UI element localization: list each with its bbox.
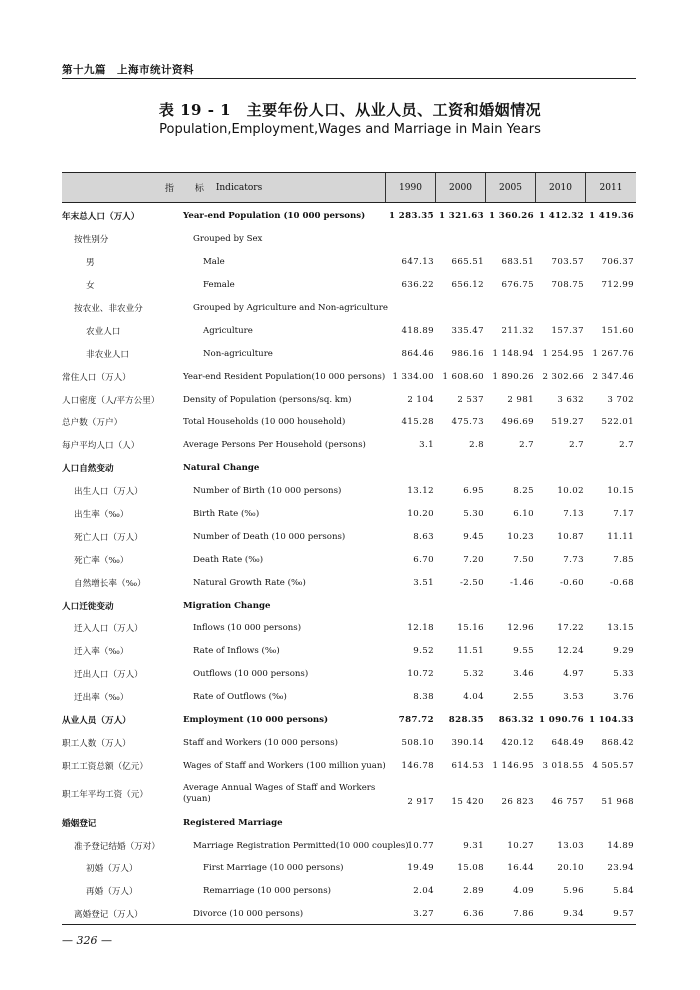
value-1990: 508.10 <box>401 737 434 748</box>
indicator-cn: 农业人口 <box>86 326 121 337</box>
value-2011: 522.01 <box>601 417 634 428</box>
value-2010: 4.97 <box>563 669 584 680</box>
indicator-en: Staff and Workers (10 000 persons) <box>183 737 338 748</box>
value-1990: 418.89 <box>401 325 434 336</box>
value-2011: 11.11 <box>607 531 634 542</box>
table-row <box>62 594 636 617</box>
value-2005: 863.32 <box>498 715 534 726</box>
table-row <box>62 525 636 548</box>
value-2010: 1 254.95 <box>542 348 584 359</box>
value-1990 <box>379 228 434 251</box>
value-1990: 19.49 <box>407 863 434 874</box>
value-2000: 2 537 <box>457 394 484 405</box>
indicator-cn: 出生人口（万人） <box>74 487 143 498</box>
value-2000: 7.20 <box>463 554 484 565</box>
indicator-en: Year-end Resident Population(10 000 persons) <box>183 371 386 382</box>
indicator-cn: 每户平均人口（人） <box>62 441 140 452</box>
value-2010: 2 302.66 <box>542 371 584 382</box>
table-row <box>62 365 636 388</box>
value-2000: 11.51 <box>457 646 484 657</box>
indicator-cn: 从业人员（万人） <box>62 716 131 727</box>
table-title-english: Population,Employment,Wages and Marriage in Main Years <box>159 122 541 137</box>
table-row <box>62 319 636 342</box>
indicator-en: Density of Population (persons/sq. km) <box>183 394 352 405</box>
indicator-cn: 人口自然变动 <box>62 464 114 475</box>
value-2005: 1 146.95 <box>492 760 534 771</box>
bottom-rule <box>62 924 636 925</box>
indicator-cn: 男 <box>86 258 95 269</box>
value-2010: 9.34 <box>563 909 584 920</box>
indicator-cn: 职工人数（万人） <box>62 738 131 749</box>
value-2005: 26 823 <box>501 797 534 808</box>
table-header-row <box>62 172 636 203</box>
value-1990: 1 334.00 <box>392 371 434 382</box>
value-1990 <box>379 457 434 480</box>
value-2010: 2.7 <box>569 440 584 451</box>
table-row <box>62 297 636 320</box>
value-2011: 5.84 <box>613 886 634 897</box>
value-2011: 3 702 <box>607 394 634 405</box>
indicator-en: Migration Change <box>183 600 271 611</box>
value-2005: 683.51 <box>501 257 534 268</box>
value-2000: 5.30 <box>463 509 484 520</box>
table-row <box>62 686 636 709</box>
value-2010: 5.96 <box>563 886 584 897</box>
value-1990 <box>379 811 434 834</box>
indicator-cn: 人口密度（人/平方公里） <box>62 395 160 406</box>
value-2011: 9.29 <box>613 646 634 657</box>
indicator-cn: 迁入人口（万人） <box>74 624 143 635</box>
value-2000: 390.14 <box>451 737 484 748</box>
indicator-en: Grouped by Agriculture and Non-agriculture <box>193 303 388 313</box>
value-2011: 14.89 <box>607 840 634 851</box>
indicator-en: Natural Growth Rate (‰) <box>193 577 306 588</box>
value-2000: 614.53 <box>451 760 484 771</box>
indicator-cn: 女 <box>86 281 95 292</box>
value-1990: 2 917 <box>407 797 434 808</box>
value-2000: 1 321.63 <box>438 211 484 222</box>
value-2010 <box>529 594 584 617</box>
value-2011: 2 347.46 <box>592 371 634 382</box>
value-1990: 864.46 <box>401 348 434 359</box>
indicator-cn: 死亡率（‰） <box>74 555 129 566</box>
indicator-cn: 死亡人口（万人） <box>74 532 143 543</box>
value-2011: 9.57 <box>613 909 634 920</box>
value-2000: 4.04 <box>463 692 484 703</box>
value-2000: 6.95 <box>463 486 484 497</box>
indicator-cn: 迁出率（‰） <box>74 693 129 704</box>
value-2000: 15.16 <box>457 623 484 634</box>
indicator-en: Agriculture <box>203 325 253 336</box>
value-2010 <box>529 811 584 834</box>
value-2010: 3.53 <box>563 692 584 703</box>
indicator-en: Male <box>203 257 225 268</box>
value-2010: 10.02 <box>557 486 584 497</box>
value-2010 <box>529 457 584 480</box>
value-2010: -0.60 <box>559 577 584 588</box>
value-2005 <box>479 297 534 320</box>
value-2000: 5.32 <box>463 669 484 680</box>
value-2011 <box>579 594 634 617</box>
value-2011: 10.15 <box>607 486 634 497</box>
value-2011: 7.85 <box>613 554 634 565</box>
indicator-en: Natural Change <box>183 463 260 474</box>
table-row <box>62 571 636 594</box>
table-row <box>62 251 636 274</box>
indicator-cn: 非农业人口 <box>86 349 129 360</box>
value-2000: 665.51 <box>451 257 484 268</box>
table-row <box>62 548 636 571</box>
table-row <box>62 754 636 777</box>
value-1990: 10.72 <box>407 669 434 680</box>
value-2011 <box>579 297 634 320</box>
year-header-2005: 2005 <box>486 173 536 202</box>
value-2000: 2.8 <box>469 440 484 451</box>
value-2000 <box>429 594 484 617</box>
year-header-1990: 1990 <box>386 173 436 202</box>
value-2011: 5.33 <box>613 669 634 680</box>
value-2005: 9.55 <box>513 646 534 657</box>
value-2011: 13.15 <box>607 623 634 634</box>
value-2010: 1 412.32 <box>538 211 584 222</box>
table-row <box>62 457 636 480</box>
value-2010: 12.24 <box>557 646 584 657</box>
table-row <box>62 274 636 297</box>
value-2010: 7.73 <box>563 554 584 565</box>
indicator-cn: 按农业、非农业分 <box>74 304 143 314</box>
indicator-cn: 迁入率（‰） <box>74 647 129 658</box>
indicator-cn: 婚姻登记 <box>62 818 97 829</box>
value-2005 <box>479 457 534 480</box>
value-2005: 4.09 <box>513 886 534 897</box>
indicator-en: Divorce (10 000 persons) <box>193 909 304 920</box>
indicator-en: Rate of Outflows (‰) <box>193 692 287 703</box>
indicator-en: Average Persons Per Household (persons) <box>183 440 366 451</box>
value-1990: 787.72 <box>398 715 434 726</box>
value-2005: -1.46 <box>509 577 534 588</box>
value-2011: 706.37 <box>601 257 634 268</box>
value-2010: 648.49 <box>551 737 584 748</box>
header-rule <box>62 78 636 79</box>
value-1990 <box>379 594 434 617</box>
indicator-cn: 再婚（万人） <box>86 887 138 898</box>
indicator-en: Average Annual Wages of Staff and Workers (yuan) <box>183 783 376 805</box>
value-2005: 1 360.26 <box>488 211 534 222</box>
indicator-cn: 出生率（‰） <box>74 510 129 521</box>
table-row <box>62 857 636 880</box>
indicator-cn: 年末总人口（万人） <box>62 212 140 223</box>
value-1990: 10.77 <box>407 840 434 851</box>
value-2000: 15.08 <box>457 863 484 874</box>
value-1990: 1 283.35 <box>388 211 434 222</box>
value-1990: 13.12 <box>407 486 434 497</box>
table-row <box>62 434 636 457</box>
value-2005: 10.27 <box>507 840 534 851</box>
indicator-cn: 常住人口（万人） <box>62 372 131 383</box>
value-2000: 335.47 <box>451 325 484 336</box>
table-row <box>62 731 636 754</box>
table-row <box>62 663 636 686</box>
value-2005 <box>479 811 534 834</box>
indicator-en: Year-end Population (10 000 persons) <box>183 211 366 222</box>
table-row <box>62 811 636 834</box>
value-2010 <box>529 297 584 320</box>
indicator-en: Outflows (10 000 persons) <box>193 669 309 680</box>
value-2011: 4 505.57 <box>592 760 634 771</box>
value-2000 <box>429 228 484 251</box>
value-2000: 656.12 <box>451 280 484 291</box>
table-row <box>62 388 636 411</box>
value-2011: 1 104.33 <box>588 715 634 726</box>
value-2011: 3.76 <box>613 692 634 703</box>
indicator-en: Number of Birth (10 000 persons) <box>193 486 342 497</box>
indicator-cn: 人口迁徙变动 <box>62 601 114 612</box>
value-2011 <box>579 811 634 834</box>
table-row <box>62 503 636 526</box>
value-2010: 708.75 <box>551 280 584 291</box>
value-2011 <box>579 228 634 251</box>
table-row <box>62 617 636 640</box>
indicator-cn: 按性别分 <box>74 235 109 246</box>
value-2010 <box>529 228 584 251</box>
indicator-en: Marriage Registration Permitted(10 000 couples) <box>193 840 409 851</box>
value-2005: 2.7 <box>519 440 534 451</box>
value-2005: 16.44 <box>507 863 534 874</box>
value-2000: 9.45 <box>463 531 484 542</box>
indicator-en: Birth Rate (‰) <box>193 509 260 520</box>
indicator-en: Rate of Inflows (‰) <box>193 646 280 657</box>
indicator-cn: 离婚登记（万人） <box>74 910 143 921</box>
indicator-en: Wages of Staff and Workers (100 million yuan) <box>183 760 386 771</box>
value-2000: 828.35 <box>448 715 484 726</box>
indicator-cn: 总户数（万户） <box>62 418 123 429</box>
indicator-header-cn: 指 标 <box>164 184 210 194</box>
value-2005: 3.46 <box>513 669 534 680</box>
value-1990: 146.78 <box>401 760 434 771</box>
value-2000: 2.89 <box>463 886 484 897</box>
value-1990: 3.27 <box>413 909 434 920</box>
indicator-en: Female <box>203 280 235 291</box>
value-2011: 23.94 <box>607 863 634 874</box>
value-2000 <box>429 811 484 834</box>
table-row <box>62 880 636 903</box>
value-2011: 868.42 <box>601 737 634 748</box>
indicator-cn: 自然增长率（‰） <box>74 578 146 589</box>
table-row <box>62 205 636 228</box>
value-2005: 676.75 <box>501 280 534 291</box>
value-1990: 8.63 <box>413 531 434 542</box>
value-2011: 712.99 <box>601 280 634 291</box>
value-1990: 10.20 <box>407 509 434 520</box>
value-2005: 12.96 <box>507 623 534 634</box>
value-1990: 2.04 <box>413 886 434 897</box>
value-2011: 7.17 <box>613 509 634 520</box>
indicator-cn: 准予登记结婚（万对） <box>74 841 160 852</box>
year-header-2011: 2011 <box>599 182 623 193</box>
table-row <box>62 228 636 251</box>
value-2005: 7.86 <box>513 909 534 920</box>
value-1990: 636.22 <box>401 280 434 291</box>
page-number: — 326 — <box>62 934 112 947</box>
indicator-cn: 初婚（万人） <box>86 864 138 875</box>
value-2010: 13.03 <box>557 840 584 851</box>
table-row <box>62 777 636 811</box>
value-2011: 151.60 <box>601 325 634 336</box>
value-2011: 51 968 <box>601 797 634 808</box>
value-2010: 3 632 <box>557 394 584 405</box>
value-2011: 2.7 <box>619 440 634 451</box>
value-2000 <box>429 297 484 320</box>
running-header: 第十九篇 上海市统计资料 <box>62 64 194 76</box>
value-2005: 420.12 <box>501 737 534 748</box>
table-row <box>62 411 636 434</box>
value-2005: 1 148.94 <box>492 348 534 359</box>
value-2011 <box>579 457 634 480</box>
value-1990: 8.38 <box>413 692 434 703</box>
value-2000: 986.16 <box>451 348 484 359</box>
value-1990: 3.51 <box>413 577 434 588</box>
table-row <box>62 342 636 365</box>
value-2005: 1 890.26 <box>492 371 534 382</box>
value-2000: 6.36 <box>463 909 484 920</box>
indicator-cn: 迁出人口（万人） <box>74 670 143 681</box>
indicator-header <box>62 173 386 202</box>
value-2005: 10.23 <box>507 531 534 542</box>
value-2000 <box>429 457 484 480</box>
table-row <box>62 834 636 857</box>
year-header-2010: 2010 <box>536 173 586 202</box>
value-2010: 46 757 <box>551 797 584 808</box>
indicator-en: First Marriage (10 000 persons) <box>203 863 344 874</box>
table-body <box>62 203 636 926</box>
indicator-header-en: Indicators <box>215 182 263 193</box>
value-2005: 7.50 <box>513 554 534 565</box>
indicator-en: Number of Death (10 000 persons) <box>193 531 346 542</box>
indicator-en: Remarriage (10 000 persons) <box>203 886 331 897</box>
value-2010: 17.22 <box>557 623 584 634</box>
value-2010: 3 018.55 <box>542 760 584 771</box>
value-2010: 519.27 <box>551 417 584 428</box>
indicator-en: Non-agriculture <box>203 348 273 359</box>
indicator-en: Death Rate (‰) <box>193 554 264 565</box>
value-2005 <box>479 594 534 617</box>
value-1990: 415.28 <box>401 417 434 428</box>
indicator-en: Total Households (10 000 household) <box>183 417 346 428</box>
table-row <box>62 480 636 503</box>
value-2005: 8.25 <box>513 486 534 497</box>
value-2011: -0.68 <box>609 577 634 588</box>
indicator-en: Inflows (10 000 persons) <box>193 623 302 634</box>
value-2000: 15 420 <box>451 797 484 808</box>
table-title-chinese: 表 19 - 1 主要年份人口、从业人员、工资和婚姻情况 <box>158 101 542 119</box>
value-2010: 20.10 <box>557 863 584 874</box>
value-2005: 6.10 <box>513 509 534 520</box>
indicator-cn: 职工年平均工资（元） <box>62 790 148 801</box>
statistics-table <box>62 172 636 926</box>
value-1990: 647.13 <box>401 257 434 268</box>
value-2000: 475.73 <box>451 417 484 428</box>
value-2010: 1 090.76 <box>538 715 584 726</box>
value-1990: 9.52 <box>413 646 434 657</box>
indicator-en: Grouped by Sex <box>193 234 263 245</box>
table-row <box>62 640 636 663</box>
value-2010: 703.57 <box>551 257 584 268</box>
value-2010: 7.13 <box>563 509 584 520</box>
value-1990: 3.1 <box>419 440 434 451</box>
value-2000: 9.31 <box>463 840 484 851</box>
value-1990: 6.70 <box>413 554 434 565</box>
table-row <box>62 903 636 926</box>
value-2011: 1 419.36 <box>588 211 634 222</box>
value-2005: 496.69 <box>501 417 534 428</box>
value-1990: 2 104 <box>407 394 434 405</box>
value-2005 <box>479 228 534 251</box>
value-2005: 2 981 <box>507 394 534 405</box>
indicator-cn: 职工工资总额（亿元） <box>62 761 148 772</box>
value-2010: 157.37 <box>551 325 584 336</box>
value-2005: 211.32 <box>501 325 534 336</box>
value-2011: 1 267.76 <box>592 348 634 359</box>
indicator-en: Employment (10 000 persons) <box>183 715 329 726</box>
value-2000: 1 608.60 <box>442 371 484 382</box>
indicator-en: Registered Marriage <box>183 817 283 828</box>
value-2010: 10.87 <box>557 531 584 542</box>
year-header-2000: 2000 <box>436 173 486 202</box>
value-1990 <box>379 297 434 320</box>
value-2005: 2.55 <box>513 692 534 703</box>
table-row <box>62 709 636 732</box>
value-1990: 12.18 <box>407 623 434 634</box>
value-2000: -2.50 <box>459 577 484 588</box>
